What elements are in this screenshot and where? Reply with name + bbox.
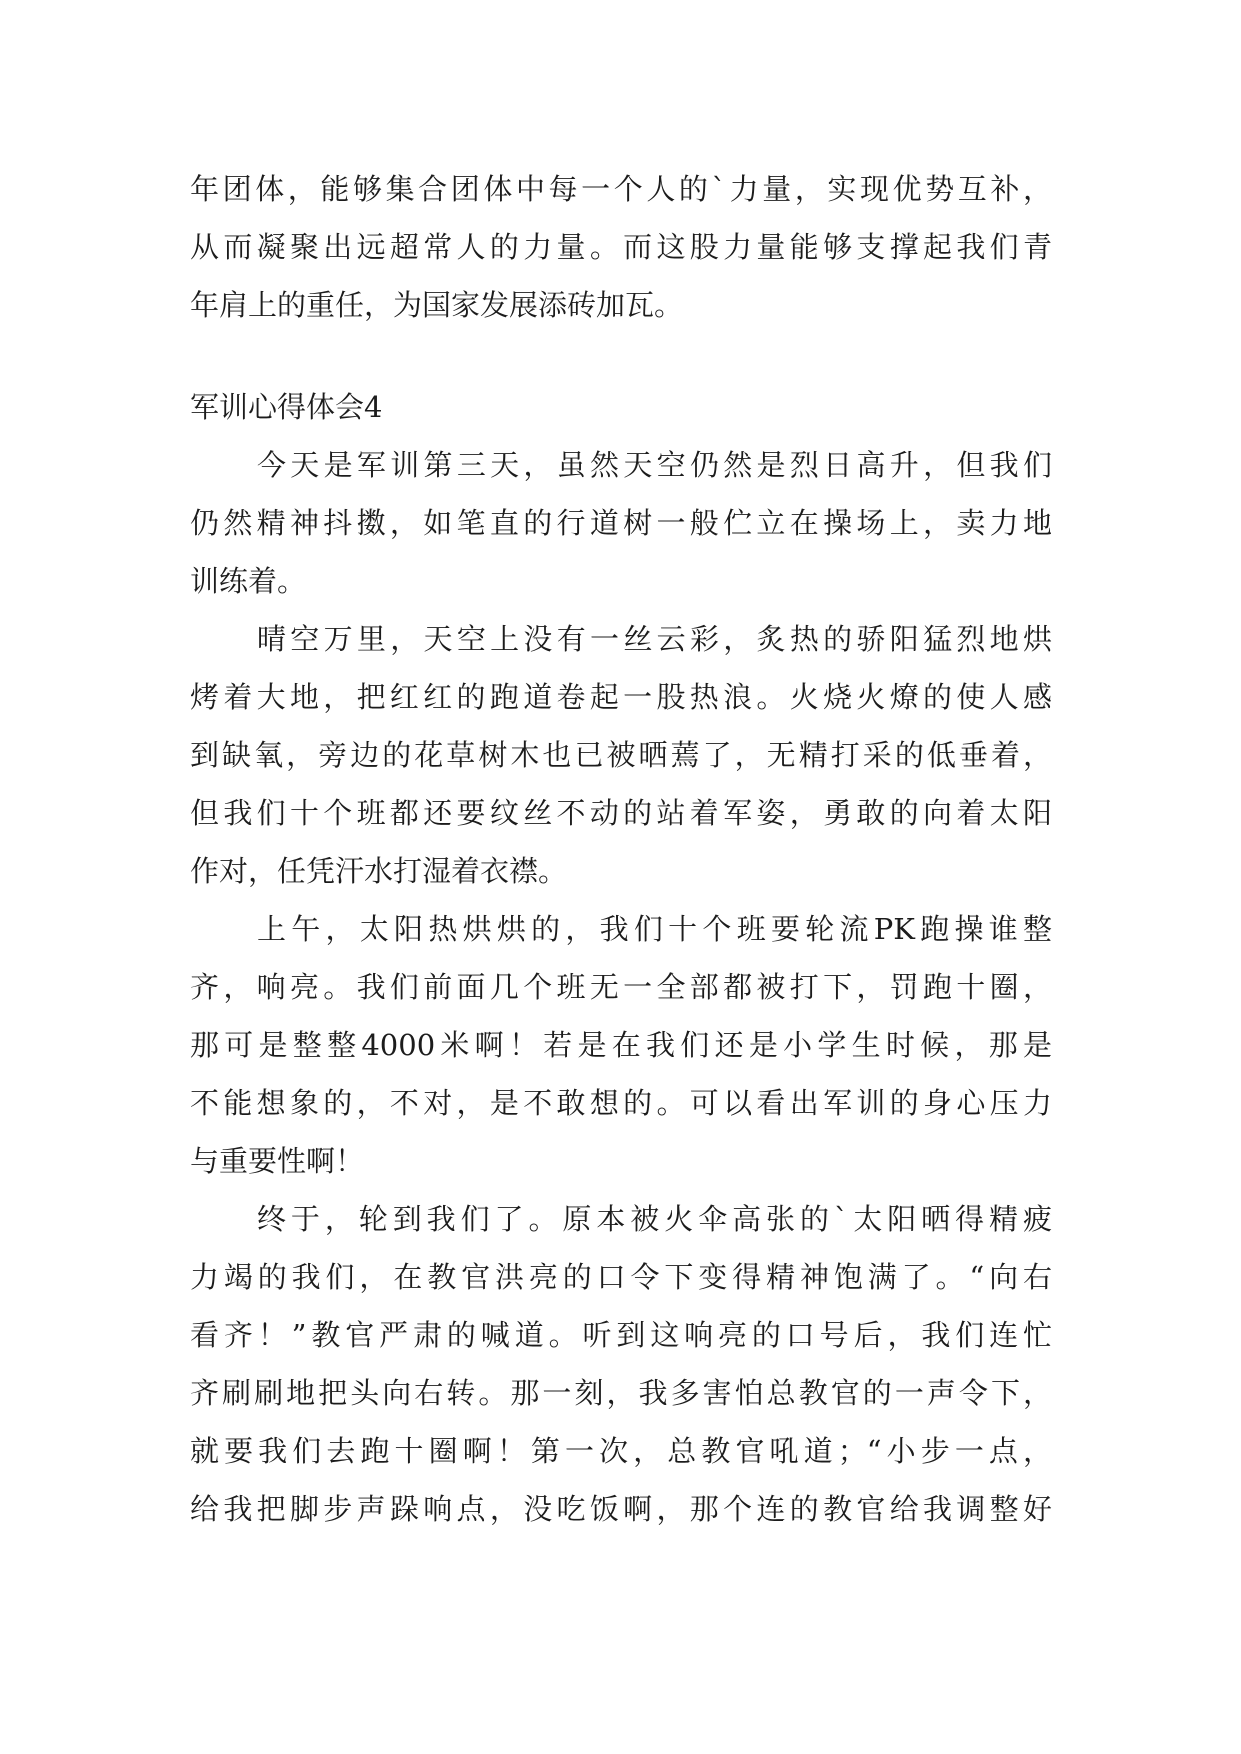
text-line: 从而凝聚出远超常人的力量。而这股力量能够支撑起我们青 (190, 230, 1052, 264)
paragraph-4 (190, 1190, 1052, 1538)
text-line: 那可是整整4000米啊！若是在我们还是小学生时候，那是 (190, 1028, 1052, 1062)
text-line: 仍然精神抖擞，如笔直的行道树一般伫立在操场上，卖力地 (190, 506, 1052, 540)
text-line: 训练着。 (190, 564, 307, 598)
text-line: 就要我们去跑十圈啊！第一次，总教官吼道；“小步一点， (190, 1434, 1052, 1468)
text-line: 年团体，能够集合团体中每一个人的`力量，实现优势互补， (190, 172, 1052, 206)
text-line: 齐，响亮。我们前面几个班无一全部都被打下，罚跑十圈， (190, 970, 1052, 1004)
text-line: 齐刷刷地把头向右转。那一刻，我多害怕总教官的一声令下， (190, 1376, 1052, 1410)
text-line: 看齐！”教官严肃的喊道。听到这响亮的口号后，我们连忙 (190, 1318, 1052, 1352)
document-body (190, 160, 1052, 1538)
text-line: 烤着大地，把红红的跑道卷起一股热浪。火烧火燎的使人感 (190, 680, 1052, 714)
text-line: 不能想象的，不对，是不敢想的。可以看出军训的身心压力 (190, 1086, 1052, 1120)
text-line: 终于，轮到我们了。原本被火伞高张的`太阳晒得精疲 (257, 1202, 1052, 1236)
paragraph-3 (190, 900, 1052, 1190)
text-line: 年肩上的重任，为国家发展添砖加瓦。 (190, 288, 684, 322)
text-line: 给我把脚步声跺响点，没吃饭啊，那个连的教官给我调整好 (190, 1492, 1052, 1526)
text-line: 到缺氧，旁边的花草树木也已被晒蔫了，无精打采的低垂着， (190, 738, 1052, 772)
section-title: 军训心得体会4 (190, 390, 383, 424)
text-line: 作对，任凭汗水打湿着衣襟。 (190, 854, 568, 888)
text-line: 上午，太阳热烘烘的，我们十个班要轮流PK跑操谁整 (257, 912, 1052, 946)
paragraph-2 (190, 610, 1052, 900)
text-line: 与重要性啊！ (190, 1144, 365, 1178)
text-line: 但我们十个班都还要纹丝不动的站着军姿，勇敢的向着太阳 (190, 796, 1052, 830)
text-line: 晴空万里，天空上没有一丝云彩，炙热的骄阳猛烈地烘 (257, 622, 1052, 656)
text-line: 力竭的我们，在教官洪亮的口令下变得精神饱满了。“向右 (190, 1260, 1052, 1294)
text-line: 今天是军训第三天，虽然天空仍然是烈日高升，但我们 (257, 448, 1052, 482)
intro-paragraph (190, 160, 1052, 334)
paragraph-1 (190, 436, 1052, 610)
